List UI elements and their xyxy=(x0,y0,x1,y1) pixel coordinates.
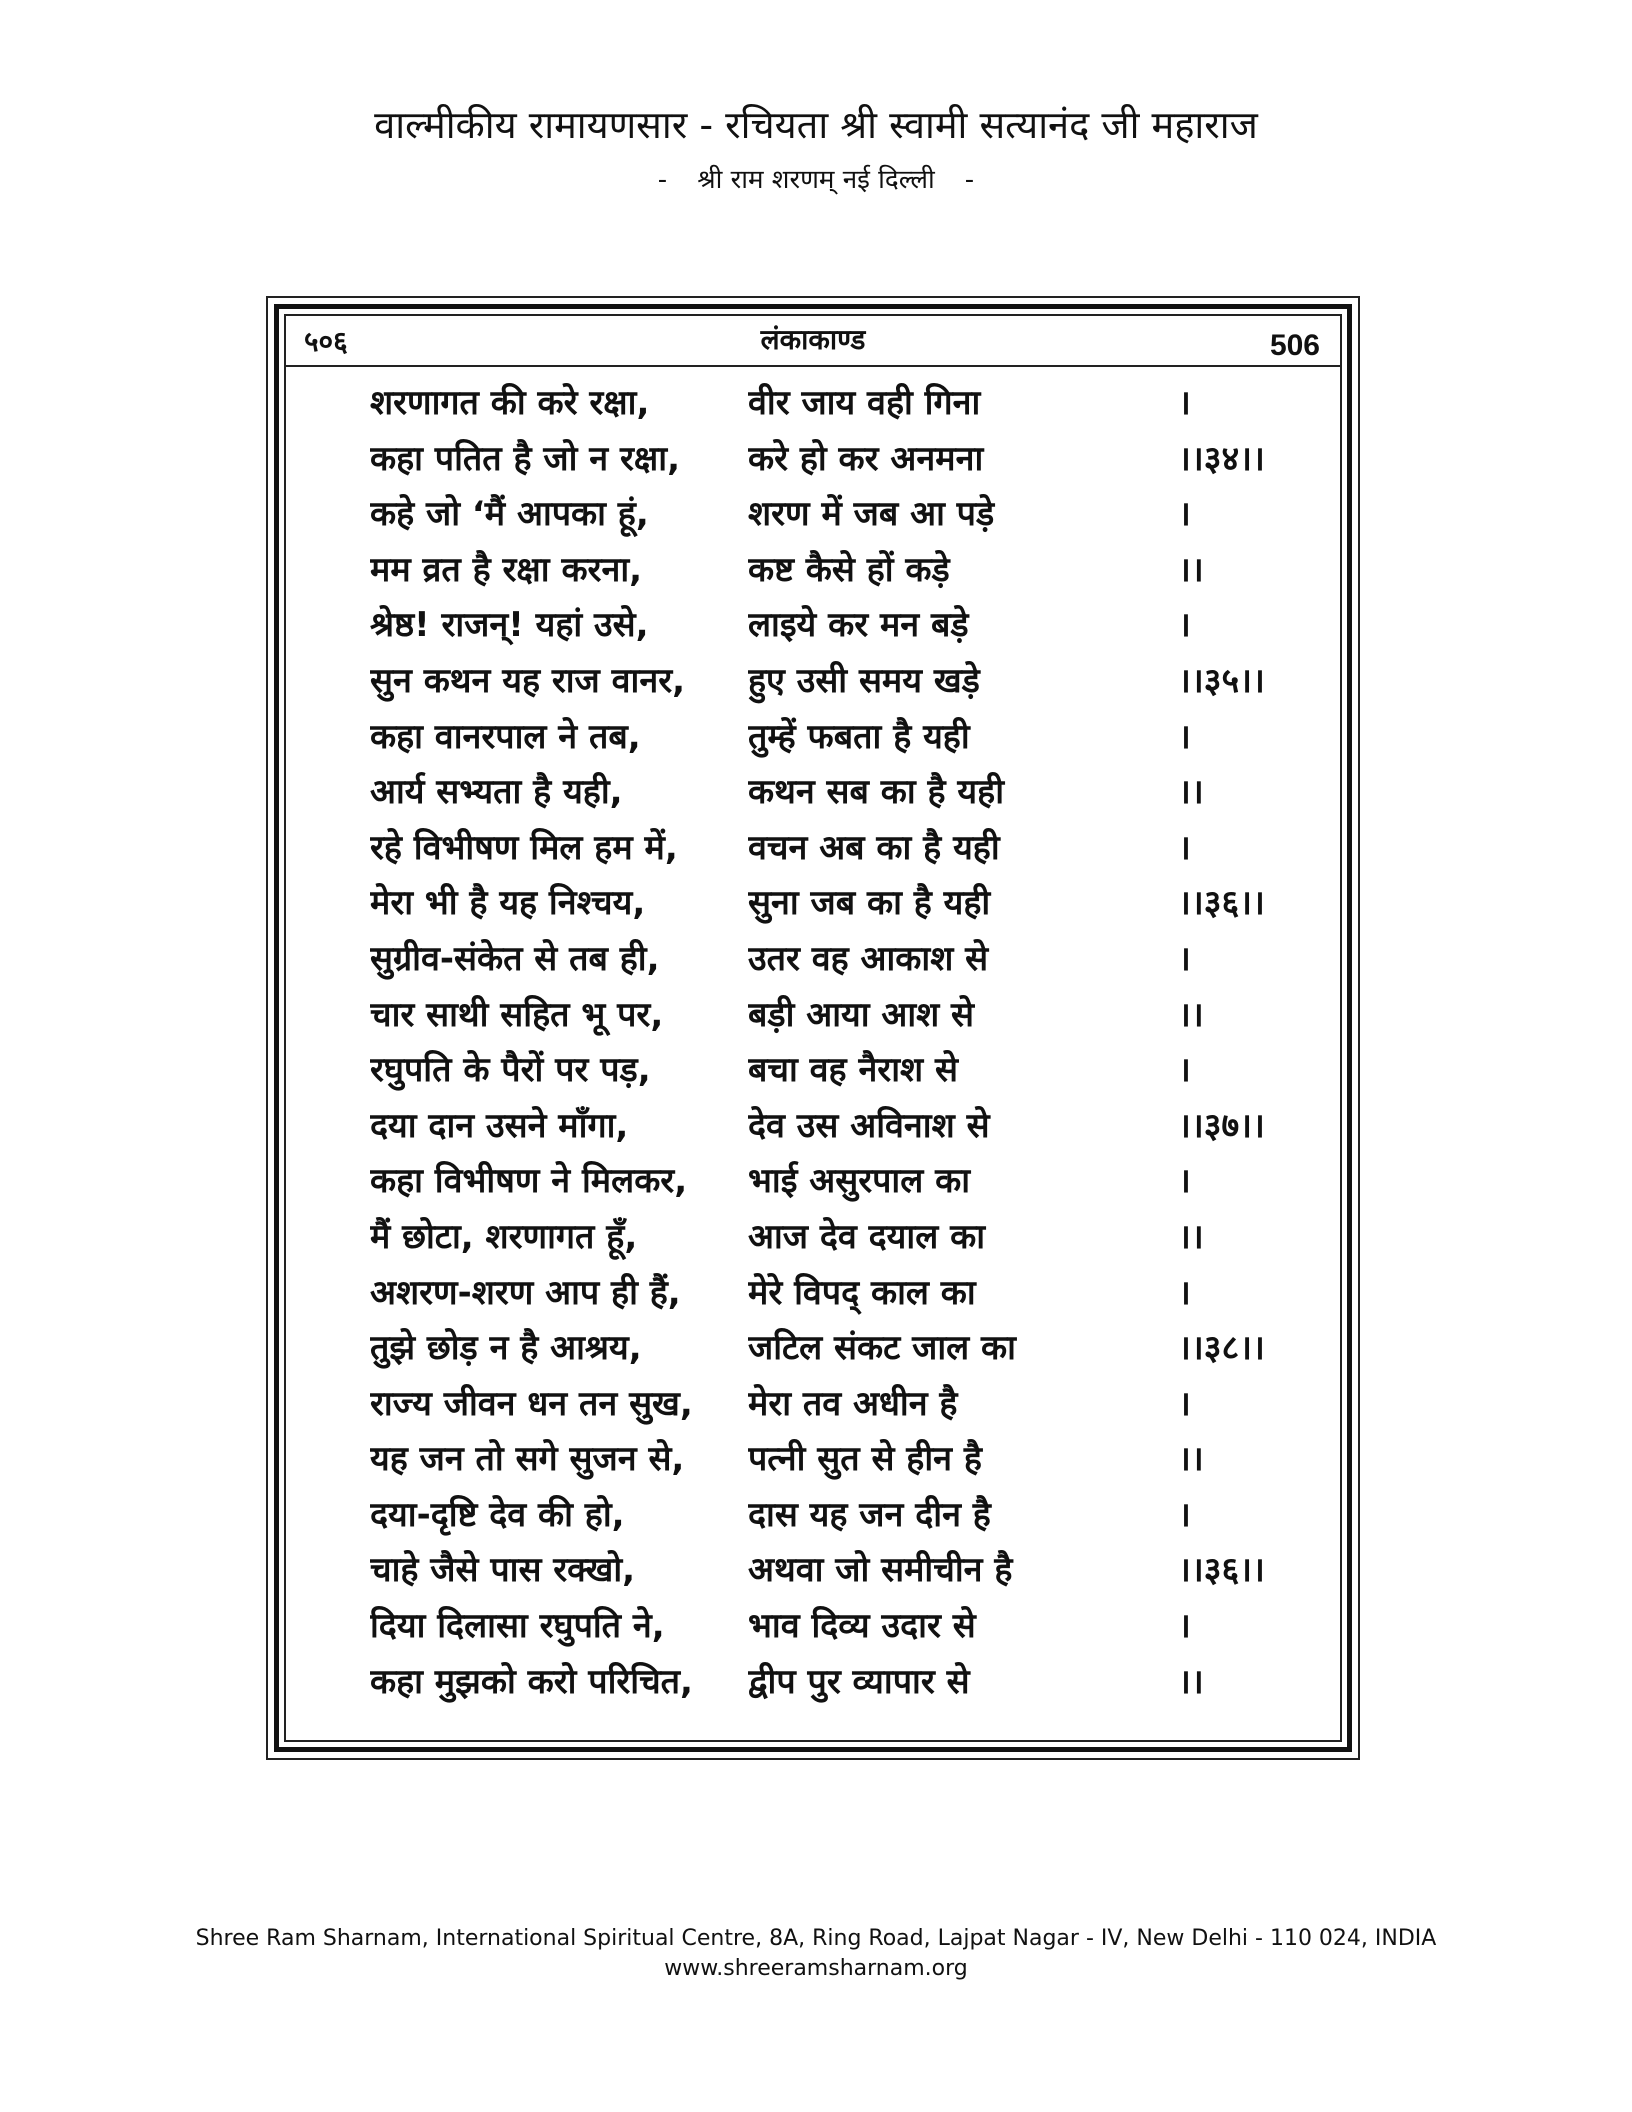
verse-end-half: ।। xyxy=(1178,772,1204,813)
verse-left-half: चाहे जैसे पास रक्खो, xyxy=(370,1550,636,1591)
verse-end-half: ।।३८।। xyxy=(1178,1328,1265,1369)
verse-left-half: दया-दृष्टि देव की हो, xyxy=(370,1494,625,1535)
verse-left-half: राज्य जीवन धन तन सुख, xyxy=(370,1383,693,1424)
verse-end-half: । xyxy=(1178,383,1191,423)
verse-line xyxy=(370,1655,1290,1711)
verse-right-half: आज देव दयाल का xyxy=(748,1216,985,1257)
verse-end-half: । xyxy=(1178,1161,1191,1202)
verse-line xyxy=(370,1321,1290,1377)
verse-left-half: यह जन तो सगे सुजन से, xyxy=(370,1439,685,1480)
verse-right-half: बचा वह नैराश से xyxy=(748,1050,958,1091)
verse-right-half: अथवा जो समीचीन है xyxy=(748,1550,1013,1591)
verse-right-half: कष्ट कैसे हों कड़े xyxy=(748,549,950,590)
verse-right-half: भाव दिव्य उदार से xyxy=(748,1606,976,1647)
verse-left-half: सुन कथन यह राज वानर, xyxy=(370,660,686,701)
verse-line xyxy=(370,765,1290,821)
verse-left-half: अशरण-शरण आप ही हैं, xyxy=(370,1272,681,1313)
verse-right-half: हुए उसी समय खड़े xyxy=(748,660,980,701)
verse-left-half: मैं छोटा, शरणागत हूँ, xyxy=(370,1216,638,1257)
verse-line xyxy=(370,1377,1290,1433)
verse-line xyxy=(370,598,1290,654)
verse-left-half: कहा विभीषण ने मिलकर, xyxy=(370,1161,688,1202)
verse-right-half: उतर वह आकाश से xyxy=(748,938,989,979)
verse-left-half: मम व्रत है रक्षा करना, xyxy=(370,549,643,590)
verse-right-half: शरण में जब आ पड़े xyxy=(748,494,995,535)
verse-end-half: । xyxy=(1178,716,1191,757)
verse-end-half: ।।३६।। xyxy=(1178,883,1265,924)
footer-website: www.shreeramsharnam.org xyxy=(664,1956,968,1981)
verse-end-half: । xyxy=(1178,1383,1191,1424)
verse-left-half: कहा वानरपाल ने तब, xyxy=(370,716,641,757)
verse-line xyxy=(370,821,1290,877)
verse-line xyxy=(370,876,1290,932)
verse-line xyxy=(370,487,1290,543)
verse-end-half: ।। xyxy=(1178,1661,1204,1702)
verse-line xyxy=(370,1488,1290,1544)
verse-end-half: ।।३५।। xyxy=(1178,660,1265,701)
verse-end-half: । xyxy=(1178,1272,1191,1313)
verse-right-half: दास यह जन दीन है xyxy=(748,1494,991,1535)
verse-left-half: कहा मुझको करो परिचित, xyxy=(370,1661,693,1702)
subtitle-dash-right: - xyxy=(964,165,975,195)
verse-right-half: करे हो कर अनमना xyxy=(748,438,984,479)
verse-end-half: ।।३६।। xyxy=(1178,1550,1265,1591)
verse-line xyxy=(370,1599,1290,1655)
verse-end-half: ।। xyxy=(1178,994,1204,1035)
verse-end-half: । xyxy=(1178,605,1191,646)
subtitle-text: श्री राम शरणम् नई दिल्ली xyxy=(697,165,935,195)
verse-left-half: कहे जो ‘मैं आपका हूं, xyxy=(370,494,649,535)
verse-line xyxy=(370,1043,1290,1099)
verse-left-half: दिया दिलासा रघुपति ने, xyxy=(370,1606,665,1647)
verse-left-half: कहा पतित है जो न रक्षा, xyxy=(370,438,680,479)
verse-right-half: मेरा तव अधीन है xyxy=(748,1383,958,1424)
verse-line xyxy=(370,1154,1290,1210)
verse-end-half: ।। xyxy=(1178,549,1204,590)
verse-line xyxy=(370,1543,1290,1599)
verse-line xyxy=(370,376,1290,432)
verse-end-half: । xyxy=(1178,827,1191,868)
verse-left-half: आर्य सभ्यता है यही, xyxy=(370,772,623,813)
verse-end-half: । xyxy=(1178,938,1191,979)
verse-end-half: । xyxy=(1178,1050,1191,1091)
verse-right-half: जटिल संकट जाल का xyxy=(748,1328,1016,1369)
verse-left-half: दया दान उसने माँगा, xyxy=(370,1105,629,1146)
verse-line xyxy=(370,1210,1290,1266)
verse-right-half: बड़ी आया आश से xyxy=(748,994,975,1035)
verse-line xyxy=(370,1266,1290,1322)
verse-end-half: ।।३७।। xyxy=(1178,1105,1265,1146)
publisher-subtitle xyxy=(0,162,1632,198)
subtitle-dash-left: - xyxy=(657,165,668,195)
verse-line xyxy=(370,932,1290,988)
verse-right-half: पत्नी सुत से हीन है xyxy=(748,1439,982,1480)
verse-right-half: वीर जाय वही गिना xyxy=(748,383,981,423)
verse-end-half: ।। xyxy=(1178,1439,1204,1480)
verse-end-half: । xyxy=(1178,494,1191,535)
verse-end-half: । xyxy=(1178,1494,1191,1535)
verse-left-half: श्रेष्ठ! राजन्! यहां उसे, xyxy=(370,605,649,646)
verse-left-half: रहे विभीषण मिल हम में, xyxy=(370,827,678,868)
verse-line xyxy=(370,710,1290,766)
footer-address: Shree Ram Sharnam, International Spiritual Centre, 8A, Ring Road, Lajpat Nagar - IV, New Delhi - 110 024, INDIA xyxy=(195,1926,1437,1951)
verse-end-half: ।।३४।। xyxy=(1178,438,1265,479)
page-number-devanagari: ५०६ xyxy=(304,325,348,358)
verse-end-half: ।। xyxy=(1178,1216,1204,1257)
chapter-title: लंकाकाण्ड xyxy=(760,323,866,356)
verse-left-half: शरणागत की करे रक्षा, xyxy=(370,383,650,423)
verse-right-half: द्वीप पुर व्यापार से xyxy=(748,1661,970,1702)
page-number-arabic: 506 xyxy=(1269,329,1320,362)
verse-right-half: लाइये कर मन बड़े xyxy=(748,605,969,646)
verse-right-half: वचन अब का है यही xyxy=(748,827,1000,868)
verse-line xyxy=(370,432,1290,488)
panel-header-divider xyxy=(286,365,1340,367)
verse-left-half: चार साथी सहित भू पर, xyxy=(370,994,664,1035)
verse-end-half: । xyxy=(1178,1606,1191,1647)
verse-line xyxy=(370,654,1290,710)
verse-line xyxy=(370,988,1290,1044)
book-title: वाल्मीकीय रामायणसार - रचियता श्री स्वामी सत्यानंद जी महाराज xyxy=(374,103,1258,147)
verse-right-half: कथन सब का है यही xyxy=(748,772,1005,813)
verse-left-half: तुझे छोड़ न है आश्रय, xyxy=(370,1328,642,1369)
verse-line xyxy=(370,1432,1290,1488)
verse-right-half: देव उस अविनाश से xyxy=(748,1105,990,1146)
verse-right-half: भाई असुरपाल का xyxy=(748,1161,971,1202)
verse-line xyxy=(370,1099,1290,1155)
verse-line xyxy=(370,543,1290,599)
verse-left-half: मेरा भी है यह निश्चय, xyxy=(370,883,646,924)
verse-right-half: मेरे विपद् काल का xyxy=(748,1272,976,1313)
verse-left-half: रघुपति के पैरों पर पड़, xyxy=(370,1050,651,1091)
verse-right-half: तुम्हें फबता है यही xyxy=(748,716,970,757)
verse-block xyxy=(370,376,1290,1710)
verse-right-half: सुना जब का है यही xyxy=(748,883,991,924)
verse-left-half: सुग्रीव-संकेत से तब ही, xyxy=(370,938,660,979)
